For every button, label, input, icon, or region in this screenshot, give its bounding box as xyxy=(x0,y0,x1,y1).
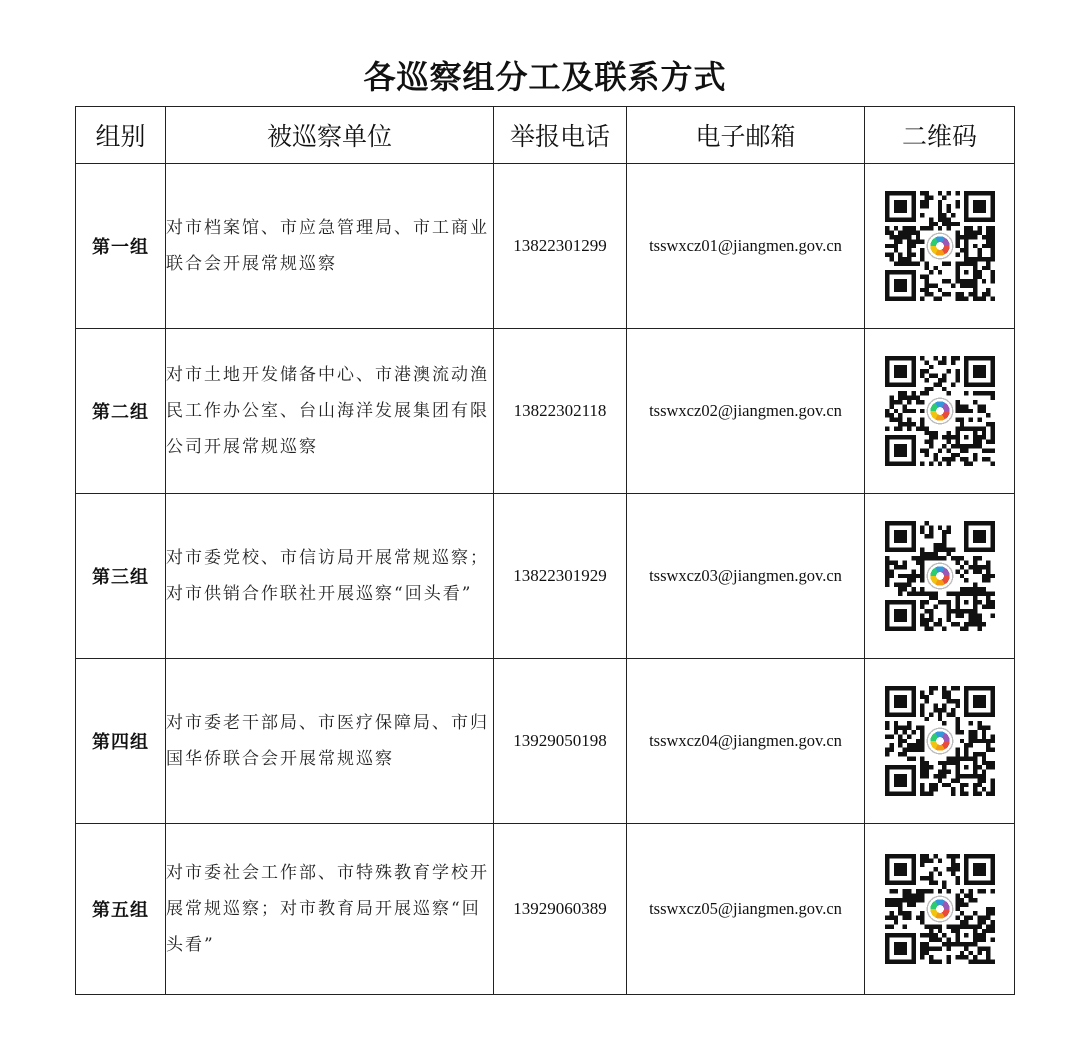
group-cell: 第五组 xyxy=(76,824,166,995)
table-row xyxy=(76,164,1015,329)
email-cell: tsswxcz02@jiangmen.gov.cn xyxy=(627,329,865,494)
qr-cell xyxy=(865,824,1015,995)
table-row xyxy=(76,494,1015,659)
contact-table xyxy=(75,106,1015,995)
qr-code-icon[interactable] xyxy=(885,686,995,796)
unit-cell: 对市委党校、市信访局开展常规巡察；对市供销合作联社开展巡察“回头看” xyxy=(166,494,494,659)
unit-cell: 对市档案馆、市应急管理局、市工商业联合会开展常规巡察 xyxy=(166,164,494,329)
table-header-row xyxy=(76,107,1015,164)
table-row xyxy=(76,329,1015,494)
qr-cell xyxy=(865,494,1015,659)
phone-cell: 13929050198 xyxy=(494,659,627,824)
unit-cell: 对市土地开发储备中心、市港澳流动渔民工作办公室、台山海洋发展集团有限公司开展常规巡察 xyxy=(166,329,494,494)
header-group: 组别 xyxy=(76,107,166,164)
table-row xyxy=(76,659,1015,824)
phone-cell: 13822302118 xyxy=(494,329,627,494)
email-cell: tsswxcz05@jiangmen.gov.cn xyxy=(627,824,865,995)
phone-cell: 13822301299 xyxy=(494,164,627,329)
group-cell: 第四组 xyxy=(76,659,166,824)
qr-code-icon[interactable] xyxy=(885,191,995,301)
header-qr: 二维码 xyxy=(865,107,1015,164)
page-title: 各巡察组分工及联系方式 xyxy=(363,58,727,96)
unit-cell: 对市委老干部局、市医疗保障局、市归国华侨联合会开展常规巡察 xyxy=(166,659,494,824)
group-cell: 第二组 xyxy=(76,329,166,494)
group-cell: 第三组 xyxy=(76,494,166,659)
email-cell: tsswxcz04@jiangmen.gov.cn xyxy=(627,659,865,824)
qr-code-icon[interactable] xyxy=(885,521,995,631)
table-row xyxy=(76,824,1015,995)
header-phone: 举报电话 xyxy=(494,107,627,164)
group-cell: 第一组 xyxy=(76,164,166,329)
qr-cell xyxy=(865,329,1015,494)
qr-cell xyxy=(865,659,1015,824)
header-unit: 被巡察单位 xyxy=(166,107,494,164)
qr-cell xyxy=(865,164,1015,329)
email-cell: tsswxcz01@jiangmen.gov.cn xyxy=(627,164,865,329)
phone-cell: 13822301929 xyxy=(494,494,627,659)
qr-code-icon[interactable] xyxy=(885,356,995,466)
phone-cell: 13929060389 xyxy=(494,824,627,995)
header-email: 电子邮箱 xyxy=(627,107,865,164)
qr-code-icon[interactable] xyxy=(885,854,995,964)
unit-cell: 对市委社会工作部、市特殊教育学校开展常规巡察；对市教育局开展巡察“回头看” xyxy=(166,824,494,995)
email-cell: tsswxcz03@jiangmen.gov.cn xyxy=(627,494,865,659)
